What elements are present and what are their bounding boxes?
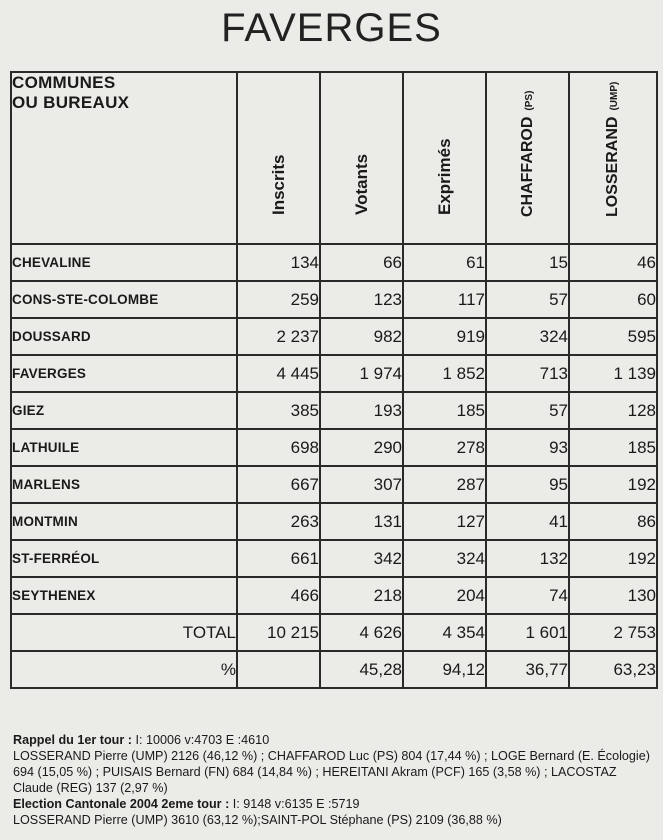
cell-losserand: 595 bbox=[569, 318, 657, 355]
cell-votants: 307 bbox=[320, 466, 403, 503]
cell-votants: 131 bbox=[320, 503, 403, 540]
total-row bbox=[11, 614, 657, 651]
communes-header-line2: OU BUREAUX bbox=[12, 93, 130, 112]
cell-exprimes: 278 bbox=[403, 429, 486, 466]
cell-losserand: 130 bbox=[569, 577, 657, 614]
total-chaffarod: 1 601 bbox=[486, 614, 569, 651]
cell-votants: 1 974 bbox=[320, 355, 403, 392]
cell-chaffarod: 74 bbox=[486, 577, 569, 614]
commune-name: GIEZ bbox=[11, 392, 237, 429]
commune-name: DOUSSARD bbox=[11, 318, 237, 355]
cell-inscrits: 667 bbox=[237, 466, 320, 503]
cell-inscrits: 466 bbox=[237, 577, 320, 614]
col-header-chaffarod bbox=[486, 72, 569, 244]
cell-chaffarod: 93 bbox=[486, 429, 569, 466]
cantonal-2004-stats: I: 9148 v:6135 E :5719 bbox=[229, 797, 360, 811]
cell-inscrits: 698 bbox=[237, 429, 320, 466]
col-label-losserand: LOSSERAND bbox=[604, 116, 621, 217]
cell-chaffarod: 132 bbox=[486, 540, 569, 577]
col-header-losserand bbox=[569, 72, 657, 244]
col-party-chaffarod: (PS) bbox=[523, 90, 535, 111]
commune-name: FAVERGES bbox=[11, 355, 237, 392]
first-round-recall bbox=[13, 732, 655, 748]
cell-inscrits: 134 bbox=[237, 244, 320, 281]
col-label-inscrits: Inscrits bbox=[268, 154, 288, 215]
table-row bbox=[11, 429, 657, 466]
cell-inscrits: 263 bbox=[237, 503, 320, 540]
table-row bbox=[11, 392, 657, 429]
page-title: FAVERGES bbox=[221, 6, 442, 50]
cell-exprimes: 287 bbox=[403, 466, 486, 503]
col-header-inscrits bbox=[237, 72, 320, 244]
total-votants: 4 626 bbox=[320, 614, 403, 651]
percent-inscrits bbox=[237, 651, 320, 688]
cell-inscrits: 4 445 bbox=[237, 355, 320, 392]
cell-chaffarod: 41 bbox=[486, 503, 569, 540]
cell-losserand: 86 bbox=[569, 503, 657, 540]
col-party-losserand: (UMP) bbox=[609, 81, 620, 111]
cell-losserand: 1 139 bbox=[569, 355, 657, 392]
cell-losserand: 192 bbox=[569, 466, 657, 503]
cell-votants: 342 bbox=[320, 540, 403, 577]
first-round-stats: I: 10006 v:4703 E :4610 bbox=[131, 733, 270, 747]
total-inscrits: 10 215 bbox=[237, 614, 320, 651]
cell-exprimes: 127 bbox=[403, 503, 486, 540]
cell-chaffarod: 713 bbox=[486, 355, 569, 392]
cell-chaffarod: 324 bbox=[486, 318, 569, 355]
cell-votants: 193 bbox=[320, 392, 403, 429]
commune-name: MARLENS bbox=[11, 466, 237, 503]
col-header-votants bbox=[320, 72, 403, 244]
communes-header-line1: COMMUNES bbox=[12, 73, 116, 92]
percent-exprimes: 94,12 bbox=[403, 651, 486, 688]
cell-votants: 123 bbox=[320, 281, 403, 318]
col-header-exprimes bbox=[403, 72, 486, 244]
cell-exprimes: 919 bbox=[403, 318, 486, 355]
commune-name: SEYTHENEX bbox=[11, 577, 237, 614]
cell-inscrits: 259 bbox=[237, 281, 320, 318]
col-label-votants: Votants bbox=[351, 153, 371, 215]
cell-inscrits: 385 bbox=[237, 392, 320, 429]
cell-losserand: 128 bbox=[569, 392, 657, 429]
commune-name: CONS-STE-COLOMBE bbox=[11, 281, 237, 318]
total-losserand: 2 753 bbox=[569, 614, 657, 651]
table-row bbox=[11, 577, 657, 614]
cell-chaffarod: 57 bbox=[486, 392, 569, 429]
percent-label: % bbox=[11, 651, 237, 688]
table-row bbox=[11, 355, 657, 392]
cell-losserand: 185 bbox=[569, 429, 657, 466]
table-row bbox=[11, 281, 657, 318]
percent-votants: 45,28 bbox=[320, 651, 403, 688]
cell-chaffarod: 95 bbox=[486, 466, 569, 503]
table-row bbox=[11, 466, 657, 503]
cell-votants: 982 bbox=[320, 318, 403, 355]
table-row bbox=[11, 318, 657, 355]
cell-exprimes: 204 bbox=[403, 577, 486, 614]
cell-exprimes: 117 bbox=[403, 281, 486, 318]
col-label-chaffarod: CHAFFAROD bbox=[518, 116, 536, 217]
col-label-exprimes: Exprimés bbox=[434, 138, 454, 215]
commune-name: CHEVALINE bbox=[11, 244, 237, 281]
cell-exprimes: 185 bbox=[403, 392, 486, 429]
total-exprimes: 4 354 bbox=[403, 614, 486, 651]
cell-losserand: 60 bbox=[569, 281, 657, 318]
cell-losserand: 192 bbox=[569, 540, 657, 577]
table-row bbox=[11, 503, 657, 540]
cell-votants: 218 bbox=[320, 577, 403, 614]
cell-votants: 290 bbox=[320, 429, 403, 466]
communes-header bbox=[11, 72, 237, 244]
cell-losserand: 46 bbox=[569, 244, 657, 281]
commune-name: LATHUILE bbox=[11, 429, 237, 466]
first-round-results: LOSSERAND Pierre (UMP) 2126 (46,12 %) ; CHAFFAROD Luc (PS) 804 (17,44 %) ; LOGE Bernard (E. Écologie) 694 (15,05 %) ; PUISAIS Bernard (FN) 684 (14,84 %) ; HEREITANI Akram (PCF) 165 (3,58 %) ; LACOSTAZ Claude (REG) 137 (2,97 %) bbox=[13, 749, 650, 795]
cantonal-2004-recall bbox=[13, 796, 655, 812]
commune-name: MONTMIN bbox=[11, 503, 237, 540]
cell-chaffarod: 57 bbox=[486, 281, 569, 318]
table-row bbox=[11, 540, 657, 577]
cell-exprimes: 1 852 bbox=[403, 355, 486, 392]
header-row bbox=[11, 72, 657, 244]
cell-inscrits: 2 237 bbox=[237, 318, 320, 355]
results-table bbox=[10, 71, 658, 689]
cell-chaffarod: 15 bbox=[486, 244, 569, 281]
percent-chaffarod: 36,77 bbox=[486, 651, 569, 688]
cell-votants: 66 bbox=[320, 244, 403, 281]
percent-losserand: 63,23 bbox=[569, 651, 657, 688]
cell-exprimes: 324 bbox=[403, 540, 486, 577]
cantonal-2004-results: LOSSERAND Pierre (UMP) 3610 (63,12 %);SAINT-POL Stéphane (PS) 2109 (36,88 %) bbox=[13, 813, 502, 827]
cell-exprimes: 61 bbox=[403, 244, 486, 281]
table-row bbox=[11, 244, 657, 281]
commune-name: ST-FERRÉOL bbox=[11, 540, 237, 577]
first-round-label: Rappel du 1er tour : bbox=[13, 733, 132, 747]
results-notes bbox=[13, 732, 655, 828]
cell-inscrits: 661 bbox=[237, 540, 320, 577]
cantonal-2004-label: Election Cantonale 2004 2eme tour : bbox=[13, 797, 230, 811]
percent-row bbox=[11, 651, 657, 688]
total-label: TOTAL bbox=[11, 614, 237, 651]
